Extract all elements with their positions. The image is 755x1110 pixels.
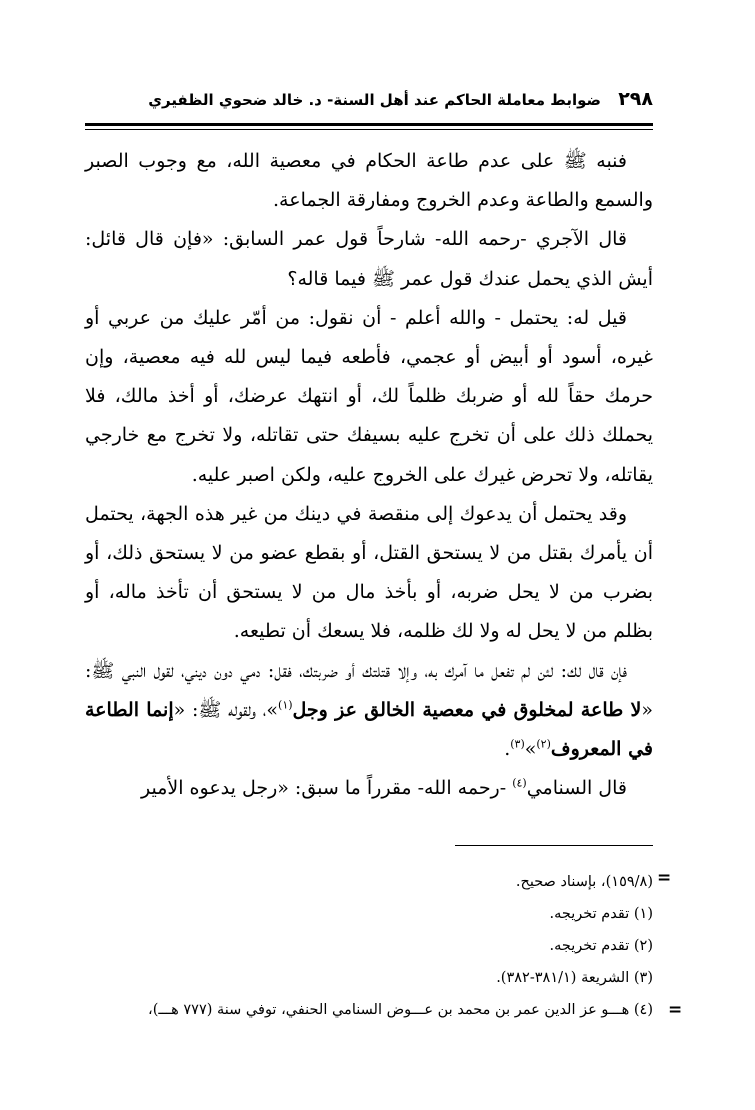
paragraph-5-start: فإن قال لك: لئن لم تفعل ما آمرك به، وإلا قتلتك أو ضربتك، فقل: دمي دون ديني، لقول النبي ﷺ: «	[85, 659, 654, 721]
paragraph-4: وقد يحتمل أن يدعوك إلى منقصة في دينك من غير هذه الجهة، يحتمل أن يأمرك بقتل من لا يستحق القتل، أو بقطع عضو من لا يستحق ذلك، أو بضرب من لا يحل ضربه، أو بأخذ مال من لا يستحق أن تأخذ ماله، أو بظلم من لا يحل له ولا لك ظلمه، فلا يسعك أن تطيعه.	[85, 502, 653, 643]
paragraph-1: فنبه ﷺ على عدم طاعة الحكام في معصية الله، مع وجوب الصبر والسمع والطاعة وعدم الخروج ومفارقة الجماعة.	[85, 150, 653, 212]
paragraph-2: قال الآجري -رحمه الله- شارحاً قول عمر السابق: «فإن قال قائل: أيش الذي يحمل عندك قول عمر ﷺ فيما قاله؟	[85, 228, 653, 290]
header-rule	[85, 123, 653, 126]
paragraph-6	[85, 769, 653, 808]
page-number: ٢٩٨	[618, 88, 653, 110]
header-rule-thin	[85, 129, 653, 130]
footnote-ref-3: (٣)	[510, 737, 525, 751]
footnote-ref-4: (٤)	[512, 776, 527, 790]
main-text	[85, 142, 653, 808]
paragraph-5	[85, 652, 653, 770]
paragraph-5-mid: »، ولقوله ﷺ: «	[173, 698, 279, 721]
footnote-4: (٤) هـــو عز الدين عمر بن محمد بن عـــوض السنامي الحنفي، توفي سنة (٧٧٧ هـــ)،	[148, 1002, 653, 1018]
footnote-2: (٢) تقدم تخريجه.	[549, 938, 653, 954]
footnote-separator	[455, 845, 653, 846]
paragraph-5-end: »	[524, 738, 537, 761]
footnotes	[85, 866, 653, 1026]
footnote-1: (١) تقدم تخريجه.	[549, 906, 653, 922]
hadith-quote-1: لا طاعة لمخلوق في معصية الخالق عز وجل	[292, 698, 642, 721]
footnote-ref-2: (٢)	[536, 737, 551, 751]
running-title: ضوابط معاملة الحاكم عند أهل السنة- د. خالد ضحوي الظفيري	[148, 91, 601, 109]
hadith-quote-2: إنما الطاعة في المعروف	[85, 698, 653, 761]
paragraph-6-start: قال السنامي	[526, 777, 627, 800]
paragraph-3: قيل له: يحتمل - والله أعلم - أن نقول: من أمّر عليك من عربي أو غيره، أسود أو أبيض أو عجمي، فأطعه فيما ليس لله فيه معصية، وإن حرمك حقاً لله أو ضربك ظلماً لك، أو انتهك عرضك، أو أخذ مالك، فلا يحملك ذلك على أن تخرج عليه بسيفك حتى تقاتله، ولا تخرج مع خارجي يقاتله، ولا تحرض غيرك على الخروج عليه، ولكن اصبر عليه.	[85, 306, 653, 486]
footnote-continuation: (١٥٩/٨)، بإسناد صحيح.	[515, 874, 653, 890]
paragraph-5-tail: .	[504, 738, 511, 761]
footnote-continued-marker: =	[657, 868, 672, 888]
footnote-3: (٣) الشريعة (٣٨١/١-٣٨٢).	[496, 970, 653, 986]
footnote-continues-marker: =	[668, 1000, 683, 1020]
footnote-ref-1: (١)	[278, 698, 293, 712]
paragraph-6-end: -رحمه الله- مقرراً ما سبق: «رجل يدعوه الأمير	[141, 777, 513, 800]
page-header	[85, 88, 653, 118]
